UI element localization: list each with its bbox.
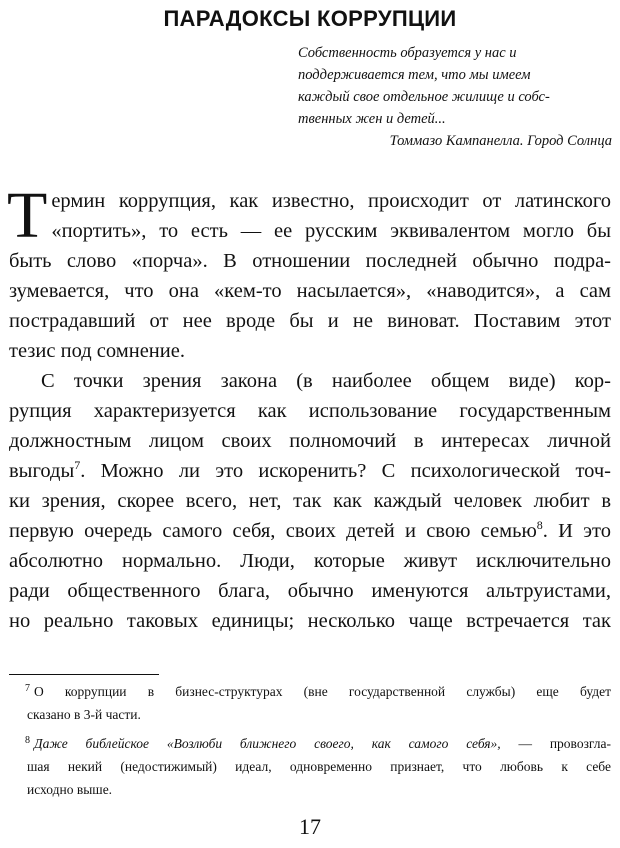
paragraph-2 — [9, 366, 611, 636]
chapter-title: ПАРАДОКСЫ КОРРУПЦИИ — [163, 6, 457, 31]
text-line: зумевается, что она «кем-то насылается», «наводится», а сам — [9, 280, 611, 302]
text-segment: . Можно ли это искоренить? С психологической точ- — [80, 460, 611, 482]
text-line: рупция характеризуется как использование государственным — [9, 400, 611, 422]
footnote-text: — провозгла- — [500, 736, 611, 751]
epigraph — [298, 42, 612, 152]
text-line: ки зрения, скорее всего, нет, так как каждый человек любит в — [9, 490, 611, 512]
text-line: быть слово «порча». В отношении последней обычно подра- — [9, 250, 611, 272]
footnotes — [9, 680, 611, 807]
footnote-line — [9, 680, 611, 703]
text-segment: первую очередь самого себя, своих детей и свою семью — [9, 520, 537, 542]
text-segment: . И это — [542, 520, 611, 542]
epigraph-line: каждый свое отдельное жилище и собс- — [298, 89, 550, 105]
text-line: «портить», то есть — ее русским эквивалентом могло бы — [51, 220, 611, 242]
footnote-number: 7 — [25, 682, 30, 694]
epigraph-attribution: Томмазо Кампанелла. Город Солнца — [389, 133, 612, 149]
text-line — [9, 516, 611, 546]
text-line: тезис под сомнение. — [9, 340, 185, 362]
footnote-number: 8 — [25, 734, 30, 746]
text-line: пострадавший от нее вроде бы и не виноват. Поставим этот — [9, 310, 611, 332]
text-line: но реально таковых единицы; несколько чаще встречается так — [9, 610, 611, 632]
footnote-8 — [9, 732, 611, 801]
footnote-line — [9, 732, 611, 755]
main-text — [7, 179, 611, 636]
text-line — [9, 456, 611, 486]
footnote-line: шая некий (недостижимый) идеал, одновременно признает, что любовь к себе — [27, 759, 611, 774]
text-line: ермин коррупция, как известно, происходит от латинского — [51, 190, 611, 212]
footnote-text: О коррупции в бизнес-структурах (вне государственной службы) еще будет — [34, 684, 611, 699]
epigraph-line: Собственность образуется у нас и — [298, 45, 517, 61]
epigraph-line: твенных жен и детей... — [298, 111, 446, 127]
paragraph-1 — [7, 179, 611, 366]
footnote-divider — [9, 674, 159, 675]
text-line: абсолютно нормально. Люди, которые живут исключительно — [9, 550, 611, 572]
footnote-line: сказано в 3-й части. — [27, 707, 141, 722]
epigraph-line: поддерживается тем, что мы имеем — [298, 67, 531, 83]
text-segment: выгоды — [9, 460, 75, 482]
footnote-7 — [9, 680, 611, 726]
text-line: должностным лицом своих полномочий в интересах личной — [9, 430, 611, 452]
footnote-quote: Даже библейское «Возлюби ближнего своего, как самого себя», — [34, 736, 501, 751]
drop-cap: Т — [7, 179, 48, 252]
footnote-ref-7[interactable]: 7 — [74, 458, 81, 473]
footnote-ref-8[interactable]: 8 — [536, 518, 543, 533]
text-line: ради общественного блага, обычно именуются альтруистами, — [9, 580, 611, 602]
footnote-line: исходно выше. — [27, 782, 113, 797]
page-number: 17 — [299, 814, 321, 839]
text-line: С точки зрения закона (в наиболее общем виде) кор- — [41, 370, 611, 392]
